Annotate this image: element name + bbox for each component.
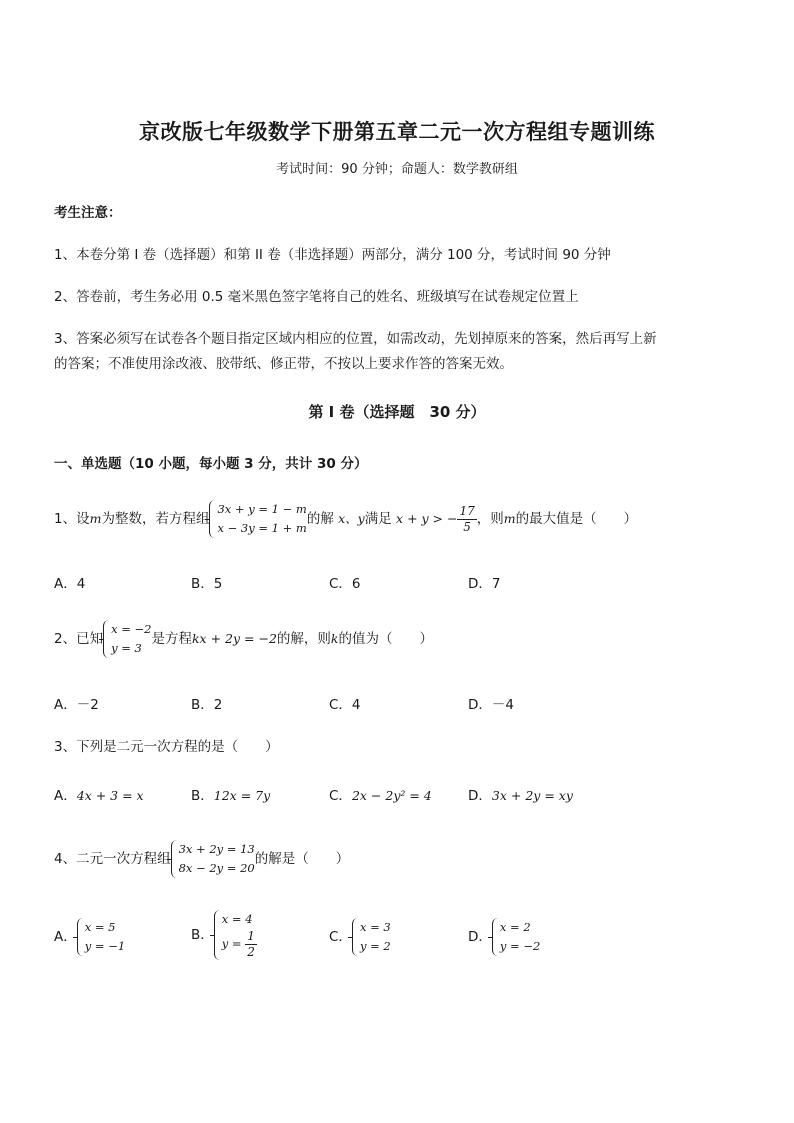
- q2-equation: kx + 2y = −2: [191, 631, 277, 646]
- option-system: [352, 918, 391, 956]
- q4-text: 的解是（ ）: [254, 851, 350, 867]
- q2-equation: x = −2: [111, 622, 152, 636]
- q3-option-a: [54, 784, 144, 804]
- exam-info: 考试时间：90 分钟；命题人：数学教研组: [276, 162, 518, 177]
- q2-solution-system: [103, 620, 151, 658]
- option-label: B．: [191, 927, 214, 943]
- q4-option-c: [329, 918, 391, 956]
- question-3: 3、下列是二元一次方程的是（ ）: [54, 739, 279, 755]
- q2-option-d: D．－4: [468, 697, 514, 713]
- q1-equation: 3x + y = 1 − m: [217, 502, 307, 516]
- q1-text: 满足: [364, 511, 392, 527]
- option-label: A．: [54, 788, 77, 804]
- q2-text: 的解，则: [276, 631, 331, 647]
- q1-text: ，则: [476, 511, 504, 527]
- option-equation: y = −2: [499, 939, 541, 953]
- q3-option-b: [191, 784, 270, 804]
- equation-lhs: y =: [221, 936, 246, 951]
- option-expression: 12x = 7y: [213, 788, 271, 803]
- option-equation: x = 5: [84, 920, 116, 934]
- option-system: [77, 918, 125, 956]
- option-system: [214, 910, 257, 960]
- q1-var: m: [503, 511, 516, 526]
- q2-option-c: C．4: [329, 697, 361, 713]
- option-equation: x = 3: [359, 920, 391, 934]
- notice-item-2: 2、答卷前，考生务必用 0.5 毫米黑色签字笔将自己的姓名、班级填写在试卷规定位置上: [54, 289, 579, 305]
- q1-var: m: [89, 511, 102, 526]
- q4-text: 4、二元一次方程组: [54, 851, 171, 867]
- option-label: D．: [468, 929, 492, 945]
- q2-var: k: [330, 631, 339, 646]
- q1-option-b: B．5: [191, 576, 223, 592]
- option-label: A．: [54, 929, 77, 945]
- q3-option-d: [468, 784, 573, 804]
- q1-inequality: x + y > −: [396, 511, 458, 526]
- option-expression: 4x + 3 = x: [76, 788, 144, 803]
- page-title: 京改版七年级数学下册第五章二元一次方程组专题训练: [139, 120, 655, 144]
- part-heading: 一、单选题（10 小题，每小题 3 分，共计 30 分）: [54, 456, 368, 472]
- option-equation: x = 2: [499, 920, 531, 934]
- q1-var: x、y: [338, 511, 365, 526]
- question-4: [54, 840, 349, 878]
- option-expression: 2x − 2y² = 4: [351, 788, 432, 803]
- q4-option-a: [54, 918, 125, 956]
- option-label: D．: [468, 788, 492, 804]
- fraction-numerator: 17: [459, 503, 475, 518]
- option-fraction: [245, 929, 257, 960]
- q1-option-d: D．7: [468, 576, 501, 592]
- q2-option-b: B．2: [191, 697, 223, 713]
- q1-text: 的解: [306, 511, 334, 527]
- q1-equation-system: [209, 500, 306, 538]
- option-equation: [222, 929, 257, 960]
- q4-option-b: [191, 910, 257, 960]
- option-system: [492, 918, 540, 956]
- q4-equation-system: [171, 840, 255, 878]
- q2-text: 是方程: [151, 631, 192, 647]
- q1-fraction: [457, 504, 476, 535]
- q1-equation: x − 3y = 1 + m: [217, 521, 307, 535]
- notice-heading: 考生注意：: [54, 205, 122, 221]
- q2-text: 2、已知: [54, 631, 104, 647]
- option-label: C．: [329, 929, 352, 945]
- option-expression: 3x + 2y = xy: [491, 788, 573, 803]
- option-label: C．: [329, 788, 352, 804]
- notice-item-3: 3、答案必须写在试卷各个题目指定区域内相应的位置，如需改动，先划掉原来的答案，然后再写上新: [54, 331, 657, 347]
- notice-item-1: 1、本卷分第 I 卷（选择题）和第 II 卷（非选择题）两部分，满分 100 分，考试时间 90 分钟: [54, 247, 611, 263]
- q2-equation: y = 3: [111, 641, 142, 655]
- section-title: 第 I 卷（选择题 30 分）: [308, 403, 486, 421]
- q1-text: 1、设: [54, 511, 90, 527]
- q2-option-a: A．－2: [54, 697, 99, 713]
- q1-option-c: C．6: [329, 576, 361, 592]
- question-2: [54, 620, 433, 658]
- option-equation: y = −1: [84, 939, 126, 953]
- fraction-numerator: 1: [247, 929, 255, 943]
- notice-item-3-cont: 的答案；不准使用涂改液、胶带纸、修正带，不按以上要求作答的答案无效。: [54, 356, 513, 372]
- option-equation: y = 2: [359, 939, 391, 953]
- q1-text: 的最大值是（ ）: [515, 511, 638, 527]
- q4-equation: 8x − 2y = 20: [178, 861, 255, 875]
- question-1: [54, 500, 637, 538]
- option-equation: x = 4: [221, 912, 253, 926]
- option-label: B．: [191, 788, 214, 804]
- fraction-denominator: 2: [247, 945, 255, 959]
- q2-text: 的值为（ ）: [338, 631, 433, 647]
- q1-option-a: A．4: [54, 576, 86, 592]
- q4-equation: 3x + 2y = 13: [178, 842, 255, 856]
- q1-text: 为整数，若方程组: [101, 511, 210, 527]
- q3-option-c: [329, 784, 432, 804]
- q4-option-d: [468, 918, 540, 956]
- fraction-denominator: 5: [463, 519, 471, 534]
